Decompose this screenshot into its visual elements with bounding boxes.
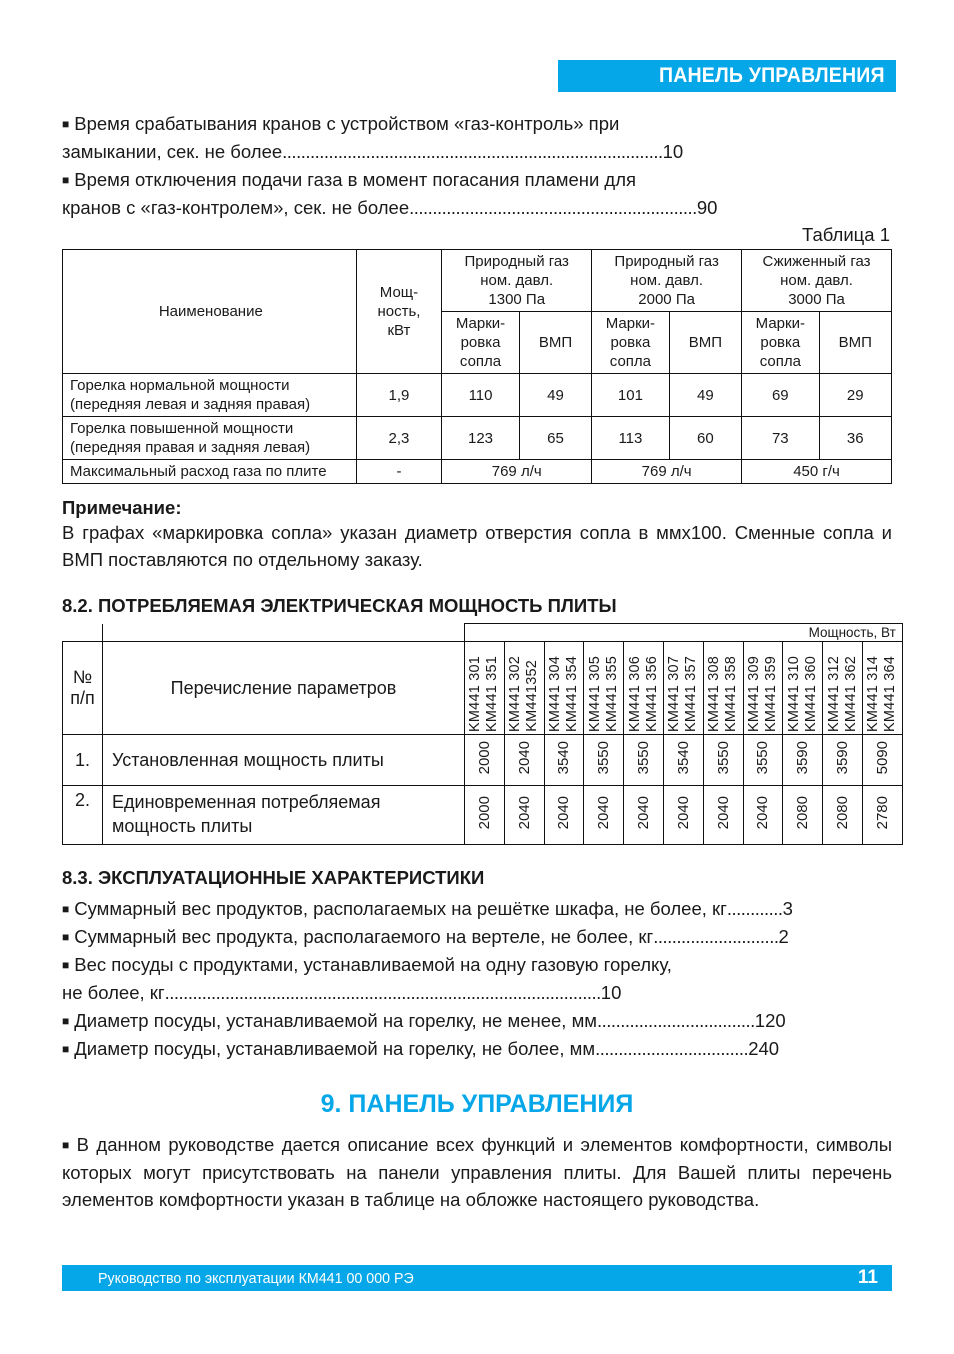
row-power: 2,3 — [356, 417, 442, 460]
row-cell: 36 — [819, 417, 891, 460]
table-row-total — [63, 460, 892, 484]
spec-item-continued — [62, 138, 892, 166]
paragraph-text: В данном руководстве дается описание всех функций и элементов комфортности, символы которых могут присутствовать на панели управления плиты. Для Вашей плиты перечень элементов комфортности указан в таблице на обложке настоящего руководства. — [62, 1134, 892, 1210]
section-8-2-title: 8.2. ПОТРЕБЛЯЕМАЯ ЭЛЕКТРИЧЕСКАЯ МОЩНОСТЬ ПЛИТЫ — [62, 595, 617, 616]
footer-page-number: 11 — [857, 1267, 878, 1288]
spec-text: замыкании, сек. не более — [62, 141, 283, 162]
spec-text: Диаметр посуды, устанавливаемой на горелку, не менее, мм — [74, 1010, 598, 1031]
electric-power-table — [62, 623, 903, 845]
square-bullet-icon: ■ — [62, 902, 70, 916]
row-value: 2040 — [663, 786, 703, 845]
row-cell: 60 — [669, 417, 741, 460]
row-total-cell: 450 г/ч — [742, 460, 892, 484]
row-cell: 110 — [442, 374, 519, 417]
row-value: 2040 — [544, 786, 584, 845]
row-name: Горелка нормальной мощности (передняя левая и задняя правая) — [63, 374, 357, 417]
th-vmp-3: ВМП — [819, 312, 891, 374]
table2-header-row — [63, 642, 903, 735]
row-value: 2040 — [504, 735, 544, 786]
row-value: 3550 — [584, 735, 624, 786]
model-label: KM441 309 — [745, 656, 762, 732]
model-label: KM441 305 — [586, 656, 603, 732]
row-cell: 49 — [669, 374, 741, 417]
model-label: KM441 359 — [762, 656, 779, 732]
row-value: 2040 — [584, 786, 624, 845]
spec-text: Суммарный вес продукта, располагаемого на вертеле, не более, кг — [74, 926, 654, 947]
table-row — [63, 417, 892, 460]
note-body: В графах «маркировка сопла» указан диаметр отверстия сопла в ммх100. Сменные сопла и ВМП поставляются по отдельному заказу. — [62, 522, 892, 570]
row-value: 2080 — [783, 786, 823, 845]
model-label: KM441 308 — [706, 656, 723, 732]
leader-dots: .................................. — [597, 1010, 755, 1031]
th-vmp-1: ВМП — [519, 312, 591, 374]
th-model-group — [544, 642, 584, 735]
footer-document-title: Руководство по эксплуатации КМ441 00 000 РЭ — [98, 1269, 414, 1287]
model-label: KM441 358 — [723, 656, 740, 732]
row-value: 3540 — [544, 735, 584, 786]
leader-dots: .............................................................. — [409, 197, 697, 218]
spec-item — [62, 951, 892, 979]
spec-item-continued — [62, 194, 892, 222]
th-vmp-2: ВМП — [669, 312, 741, 374]
th-model-group — [624, 642, 664, 735]
row-value: 2040 — [624, 786, 664, 845]
row-value: 3550 — [624, 735, 664, 786]
spec-value: 90 — [696, 197, 718, 218]
spec-text: Вес посуды с продуктами, устанавливаемой на одну газовую горелку, — [74, 954, 672, 975]
row-power: 1,9 — [356, 374, 442, 417]
spec-value: 120 — [754, 1010, 786, 1031]
row-value: 2040 — [743, 786, 783, 845]
row-name: Максимальный расход газа по плите — [63, 460, 357, 484]
th-model-group — [783, 642, 823, 735]
page-header-title: ПАНЕЛЬ УПРАВЛЕНИЯ — [659, 64, 885, 87]
row-value: 3550 — [743, 735, 783, 786]
model-label: KM441 357 — [683, 656, 700, 732]
th-nozzle-marking-2: Марки- ровка сопла — [592, 312, 669, 374]
th-group-natural-1300: Природный газ ном. давл. 1300 Па — [442, 250, 592, 312]
row-cell: 29 — [819, 374, 891, 417]
spec-list-operational — [62, 895, 892, 1063]
model-label: KM441 351 — [484, 656, 501, 732]
note-title: Примечание: — [62, 497, 182, 518]
row-power: - — [356, 460, 442, 484]
row-value: 2000 — [465, 735, 505, 786]
th-model-group — [465, 642, 505, 735]
spacer-cell — [103, 624, 465, 642]
row-value: 3540 — [663, 735, 703, 786]
spec-list-top — [62, 110, 892, 222]
th-nozzle-marking-3: Марки- ровка сопла — [742, 312, 819, 374]
page-footer-banner — [62, 1265, 892, 1291]
row-number: 2. — [63, 786, 103, 845]
row-name: Горелка повышенной мощности (передняя правая и задняя левая) — [63, 417, 357, 460]
row-total-cell: 769 л/ч — [442, 460, 592, 484]
square-bullet-icon: ■ — [62, 1042, 70, 1056]
leader-dots: .............................................................................................. — [164, 982, 601, 1003]
th-model-group — [703, 642, 743, 735]
row-cell: 69 — [742, 374, 819, 417]
spec-text: Диаметр посуды, устанавливаемой на горелку, не более, мм — [74, 1038, 596, 1059]
square-bullet-icon: ■ — [62, 173, 70, 187]
model-label: KM441 356 — [643, 656, 660, 732]
row-total-cell: 769 л/ч — [592, 460, 742, 484]
spec-text: Суммарный вес продуктов, располагаемых на решётке шкафа, не более, кг — [74, 898, 727, 919]
th-model-group — [504, 642, 544, 735]
row-value: 3590 — [783, 735, 823, 786]
th-group-liquefied-3000: Сжиженный газ ном. давл. 3000 Па — [742, 250, 892, 312]
row-cell: 49 — [519, 374, 591, 417]
row-parameter: Установленная мощность плиты — [103, 735, 465, 786]
table2-power-header-row — [63, 624, 903, 642]
spec-item — [62, 110, 892, 138]
table1-caption: Таблица 1 — [802, 224, 890, 245]
spec-item — [62, 923, 892, 951]
leader-dots: ................................. — [595, 1038, 749, 1059]
model-label: KM441 301 — [467, 656, 484, 732]
leader-dots: ............ — [726, 898, 783, 919]
model-label: KM441 312 — [825, 656, 842, 732]
square-bullet-icon: ■ — [62, 1014, 70, 1028]
spec-text: Время отключения подачи газа в момент погасания пламени для — [74, 169, 637, 190]
spec-value: 10 — [662, 141, 684, 162]
table-row — [63, 374, 892, 417]
row-value: 3590 — [823, 735, 863, 786]
spec-value: 3 — [782, 898, 793, 919]
square-bullet-icon: ■ — [62, 930, 70, 944]
spec-text: кранов с «газ-контролем», сек. не более — [62, 197, 410, 218]
square-bullet-icon: ■ — [62, 958, 70, 972]
spec-value: 2 — [778, 926, 789, 947]
row-cell: 65 — [519, 417, 591, 460]
row-cell: 123 — [442, 417, 519, 460]
spec-value: 240 — [748, 1038, 780, 1059]
row-value: 2040 — [703, 786, 743, 845]
th-number: № п/п — [63, 642, 103, 735]
spec-text: не более, кг — [62, 982, 165, 1003]
table1-header-row-1 — [63, 250, 892, 312]
section-9-paragraph — [62, 1131, 892, 1213]
th-parameter: Перечисление параметров — [103, 642, 465, 735]
row-value: 5090 — [862, 735, 902, 786]
model-label: KM441 355 — [603, 656, 620, 732]
row-value: 3550 — [703, 735, 743, 786]
spec-item-continued — [62, 979, 892, 1007]
model-label: KM441 306 — [626, 656, 643, 732]
row-cell: 73 — [742, 417, 819, 460]
gas-parameters-table — [62, 249, 892, 484]
section-9-title: 9. ПАНЕЛЬ УПРАВЛЕНИЯ — [320, 1090, 634, 1118]
row-value: 2040 — [504, 786, 544, 845]
model-label: KM441 302 — [507, 656, 524, 732]
model-label: KM441 304 — [546, 656, 563, 732]
spec-item — [62, 166, 892, 194]
leader-dots: .................................................................................. — [282, 141, 663, 162]
model-label: KM441 307 — [666, 656, 683, 732]
row-cell: 113 — [592, 417, 669, 460]
spec-item — [62, 895, 892, 923]
spec-value: 10 — [600, 982, 622, 1003]
row-number: 1. — [63, 735, 103, 786]
spec-text: Время срабатывания кранов с устройством «газ-контроль» при — [74, 113, 620, 134]
row-cell: 101 — [592, 374, 669, 417]
row-value: 2080 — [823, 786, 863, 845]
model-label: KM441 310 — [785, 656, 802, 732]
th-nozzle-marking-1: Марки- ровка сопла — [442, 312, 519, 374]
th-name: Наименование — [63, 250, 357, 374]
th-model-group — [823, 642, 863, 735]
model-label: KM441 362 — [842, 656, 859, 732]
model-label: KM441352 — [524, 660, 541, 732]
th-power-unit: Мощность, Вт — [465, 624, 903, 642]
th-group-natural-2000: Природный газ ном. давл. 2000 Па — [592, 250, 742, 312]
row-value: 2780 — [862, 786, 902, 845]
th-model-group — [663, 642, 703, 735]
th-model-group — [862, 642, 902, 735]
row-parameter: Единовременная потребляемая мощность плиты — [103, 786, 465, 845]
th-model-group — [584, 642, 624, 735]
model-label: KM441 364 — [882, 656, 899, 732]
spacer-cell — [63, 624, 103, 642]
square-bullet-icon: ■ — [62, 1138, 72, 1152]
table-row — [63, 786, 903, 845]
model-label: KM441 354 — [563, 656, 580, 732]
model-label: KM441 360 — [802, 656, 819, 732]
page-content — [62, 110, 899, 1213]
square-bullet-icon: ■ — [62, 117, 70, 131]
section-8-3-title: 8.3. ЭКСПЛУАТАЦИОННЫЕ ХАРАКТЕРИСТИКИ — [62, 867, 485, 888]
th-model-group — [743, 642, 783, 735]
th-power: Мощ- ность, кВт — [356, 250, 442, 374]
leader-dots: ........................... — [653, 926, 779, 947]
spec-item — [62, 1035, 892, 1063]
row-value: 2000 — [465, 786, 505, 845]
spec-item — [62, 1007, 892, 1035]
table-row — [63, 735, 903, 786]
model-label: KM441 314 — [865, 656, 882, 732]
page-header-banner — [558, 60, 896, 92]
